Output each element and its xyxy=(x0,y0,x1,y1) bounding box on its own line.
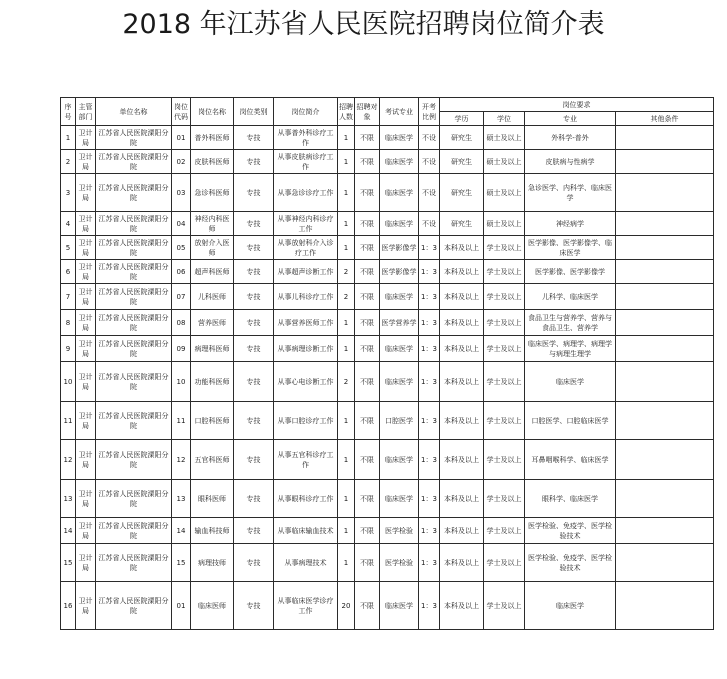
cell-position-name: 临床医师 xyxy=(191,582,234,630)
header-dept: 主管部门 xyxy=(76,98,96,126)
cell-ratio: 1：3 xyxy=(419,518,440,544)
cell-other xyxy=(616,236,714,260)
cell-code: 09 xyxy=(172,336,191,362)
cell-code: 03 xyxy=(172,174,191,212)
cell-code: 11 xyxy=(172,402,191,440)
cell-unit: 江苏省人民医院溧阳分院 xyxy=(96,544,172,582)
recruitment-table xyxy=(60,97,714,630)
cell-education: 研究生 xyxy=(440,150,484,174)
cell-exam: 医学检验 xyxy=(380,518,419,544)
cell-dept: 卫计局 xyxy=(76,284,96,310)
cell-dept: 卫计局 xyxy=(76,126,96,150)
cell-seq: 14 xyxy=(61,518,76,544)
cell-count: 1 xyxy=(338,402,355,440)
header-position-desc: 岗位简介 xyxy=(274,98,338,126)
cell-dept: 卫计局 xyxy=(76,518,96,544)
cell-position-desc: 从事儿科诊疗工作 xyxy=(274,284,338,310)
cell-major: 医学影像、医学影像学、临床医学 xyxy=(525,236,616,260)
cell-dept: 卫计局 xyxy=(76,174,96,212)
cell-dept: 卫计局 xyxy=(76,236,96,260)
cell-other xyxy=(616,126,714,150)
header-degree: 学位 xyxy=(484,112,525,126)
cell-ratio: 1：3 xyxy=(419,336,440,362)
cell-exam: 临床医学 xyxy=(380,440,419,480)
cell-code: 14 xyxy=(172,518,191,544)
cell-target: 不限 xyxy=(355,150,380,174)
cell-major: 皮肤病与性病学 xyxy=(525,150,616,174)
cell-count: 2 xyxy=(338,284,355,310)
cell-target: 不限 xyxy=(355,284,380,310)
cell-target: 不限 xyxy=(355,402,380,440)
cell-target: 不限 xyxy=(355,260,380,284)
cell-code: 01 xyxy=(172,126,191,150)
cell-dept: 卫计局 xyxy=(76,440,96,480)
cell-education: 本科及以上 xyxy=(440,440,484,480)
cell-ratio: 不设 xyxy=(419,126,440,150)
cell-position-name: 儿科医师 xyxy=(191,284,234,310)
cell-count: 1 xyxy=(338,236,355,260)
cell-position-name: 病理技师 xyxy=(191,544,234,582)
page-title: 2018 年江苏省人民医院招聘岗位简介表 xyxy=(122,9,605,40)
cell-count: 1 xyxy=(338,480,355,518)
cell-degree: 学士及以上 xyxy=(484,310,525,336)
cell-count: 1 xyxy=(338,126,355,150)
cell-unit: 江苏省人民医院溧阳分院 xyxy=(96,236,172,260)
cell-major: 临床医学 xyxy=(525,582,616,630)
cell-unit: 江苏省人民医院溧阳分院 xyxy=(96,480,172,518)
cell-education: 本科及以上 xyxy=(440,310,484,336)
cell-seq: 13 xyxy=(61,480,76,518)
cell-dept: 卫计局 xyxy=(76,480,96,518)
cell-major: 临床医学 xyxy=(525,362,616,402)
cell-major: 医学检验、免疫学、医学检验技术 xyxy=(525,518,616,544)
cell-seq: 9 xyxy=(61,336,76,362)
cell-ratio: 1：3 xyxy=(419,284,440,310)
cell-other xyxy=(616,480,714,518)
cell-dept: 卫计局 xyxy=(76,150,96,174)
cell-code: 01 xyxy=(172,582,191,630)
table-row xyxy=(61,544,714,582)
cell-other xyxy=(616,284,714,310)
cell-dept: 卫计局 xyxy=(76,402,96,440)
header-exam: 考试专业 xyxy=(380,98,419,126)
cell-exam: 医学检验 xyxy=(380,544,419,582)
cell-code: 07 xyxy=(172,284,191,310)
cell-target: 不限 xyxy=(355,310,380,336)
cell-exam: 临床医学 xyxy=(380,212,419,236)
cell-code: 13 xyxy=(172,480,191,518)
cell-degree: 学士及以上 xyxy=(484,362,525,402)
cell-position-name: 皮肤科医师 xyxy=(191,150,234,174)
cell-code: 02 xyxy=(172,150,191,174)
cell-other xyxy=(616,440,714,480)
cell-position-name: 急诊科医师 xyxy=(191,174,234,212)
cell-position-desc: 从事皮肤病诊疗工作 xyxy=(274,150,338,174)
cell-unit: 江苏省人民医院溧阳分院 xyxy=(96,126,172,150)
cell-target: 不限 xyxy=(355,212,380,236)
cell-position-type: 专技 xyxy=(234,150,274,174)
cell-education: 本科及以上 xyxy=(440,582,484,630)
cell-unit: 江苏省人民医院溧阳分院 xyxy=(96,150,172,174)
cell-major: 眼科学、临床医学 xyxy=(525,480,616,518)
cell-position-type: 专技 xyxy=(234,260,274,284)
cell-dept: 卫计局 xyxy=(76,212,96,236)
cell-dept: 卫计局 xyxy=(76,544,96,582)
cell-position-name: 输血科技师 xyxy=(191,518,234,544)
cell-position-name: 普外科医师 xyxy=(191,126,234,150)
cell-position-name: 功能科医师 xyxy=(191,362,234,402)
cell-position-desc: 从事神经内科诊疗工作 xyxy=(274,212,338,236)
cell-unit: 江苏省人民医院溧阳分院 xyxy=(96,260,172,284)
table-row xyxy=(61,336,714,362)
cell-position-desc: 从事口腔诊疗工作 xyxy=(274,402,338,440)
cell-position-name: 口腔科医师 xyxy=(191,402,234,440)
cell-position-type: 专技 xyxy=(234,544,274,582)
cell-count: 1 xyxy=(338,150,355,174)
cell-position-desc: 从事临床输血技术 xyxy=(274,518,338,544)
header-position-type: 岗位类别 xyxy=(234,98,274,126)
cell-code: 04 xyxy=(172,212,191,236)
cell-target: 不限 xyxy=(355,440,380,480)
cell-ratio: 1：3 xyxy=(419,402,440,440)
cell-position-desc: 从事五官科诊疗工作 xyxy=(274,440,338,480)
cell-position-desc: 从事营养医师工作 xyxy=(274,310,338,336)
cell-exam: 临床医学 xyxy=(380,336,419,362)
cell-degree: 学士及以上 xyxy=(484,284,525,310)
cell-degree: 学士及以上 xyxy=(484,582,525,630)
cell-position-desc: 从事临床医学诊疗工作 xyxy=(274,582,338,630)
table-row xyxy=(61,260,714,284)
cell-code: 10 xyxy=(172,362,191,402)
table-row xyxy=(61,518,714,544)
cell-position-name: 眼科医师 xyxy=(191,480,234,518)
cell-code: 12 xyxy=(172,440,191,480)
cell-ratio: 不设 xyxy=(419,150,440,174)
table-row xyxy=(61,440,714,480)
cell-position-type: 专技 xyxy=(234,236,274,260)
cell-education: 本科及以上 xyxy=(440,480,484,518)
cell-seq: 16 xyxy=(61,582,76,630)
cell-code: 08 xyxy=(172,310,191,336)
cell-position-name: 超声科医师 xyxy=(191,260,234,284)
cell-education: 本科及以上 xyxy=(440,518,484,544)
cell-count: 1 xyxy=(338,544,355,582)
cell-degree: 学士及以上 xyxy=(484,480,525,518)
cell-seq: 8 xyxy=(61,310,76,336)
cell-exam: 口腔医学 xyxy=(380,402,419,440)
cell-major: 耳鼻咽喉科学、临床医学 xyxy=(525,440,616,480)
cell-count: 1 xyxy=(338,212,355,236)
table-row xyxy=(61,236,714,260)
cell-ratio: 1：3 xyxy=(419,236,440,260)
cell-exam: 临床医学 xyxy=(380,362,419,402)
cell-exam: 临床医学 xyxy=(380,150,419,174)
cell-ratio: 1：3 xyxy=(419,582,440,630)
cell-dept: 卫计局 xyxy=(76,362,96,402)
cell-other xyxy=(616,544,714,582)
cell-position-name: 神经内科医师 xyxy=(191,212,234,236)
cell-code: 05 xyxy=(172,236,191,260)
cell-seq: 6 xyxy=(61,260,76,284)
cell-degree: 学士及以上 xyxy=(484,402,525,440)
cell-position-type: 专技 xyxy=(234,284,274,310)
cell-major: 食品卫生与营养学、营养与食品卫生、营养学 xyxy=(525,310,616,336)
cell-target: 不限 xyxy=(355,582,380,630)
cell-count: 2 xyxy=(338,260,355,284)
cell-ratio: 1：3 xyxy=(419,440,440,480)
cell-dept: 卫计局 xyxy=(76,310,96,336)
cell-unit: 江苏省人民医院溧阳分院 xyxy=(96,212,172,236)
cell-position-desc: 从事病理技术 xyxy=(274,544,338,582)
cell-dept: 卫计局 xyxy=(76,336,96,362)
cell-ratio: 1：3 xyxy=(419,260,440,284)
cell-education: 本科及以上 xyxy=(440,260,484,284)
header-count: 招聘人数 xyxy=(338,98,355,126)
cell-seq: 1 xyxy=(61,126,76,150)
cell-dept: 卫计局 xyxy=(76,260,96,284)
cell-other xyxy=(616,336,714,362)
cell-position-name: 营养医师 xyxy=(191,310,234,336)
cell-target: 不限 xyxy=(355,518,380,544)
cell-position-desc: 从事放射科介入诊疗工作 xyxy=(274,236,338,260)
cell-count: 1 xyxy=(338,336,355,362)
header-position-name: 岗位名称 xyxy=(191,98,234,126)
table-row xyxy=(61,362,714,402)
cell-unit: 江苏省人民医院溧阳分院 xyxy=(96,582,172,630)
cell-degree: 硕士及以上 xyxy=(484,150,525,174)
cell-position-type: 专技 xyxy=(234,402,274,440)
cell-position-type: 专技 xyxy=(234,518,274,544)
cell-target: 不限 xyxy=(355,336,380,362)
cell-exam: 临床医学 xyxy=(380,582,419,630)
header-code: 岗位代码 xyxy=(172,98,191,126)
cell-ratio: 1：3 xyxy=(419,480,440,518)
cell-other xyxy=(616,310,714,336)
cell-target: 不限 xyxy=(355,362,380,402)
cell-count: 1 xyxy=(338,174,355,212)
cell-education: 研究生 xyxy=(440,174,484,212)
cell-unit: 江苏省人民医院溧阳分院 xyxy=(96,402,172,440)
cell-education: 本科及以上 xyxy=(440,236,484,260)
header-seq: 序号 xyxy=(61,98,76,126)
cell-education: 本科及以上 xyxy=(440,402,484,440)
cell-position-desc: 从事急诊诊疗工作 xyxy=(274,174,338,212)
table-row xyxy=(61,284,714,310)
cell-unit: 江苏省人民医院溧阳分院 xyxy=(96,518,172,544)
cell-exam: 临床医学 xyxy=(380,126,419,150)
cell-count: 1 xyxy=(338,518,355,544)
header-education: 学历 xyxy=(440,112,484,126)
cell-major: 口腔医学、口腔临床医学 xyxy=(525,402,616,440)
cell-degree: 学士及以上 xyxy=(484,260,525,284)
cell-ratio: 1：3 xyxy=(419,362,440,402)
cell-position-desc: 从事超声诊断工作 xyxy=(274,260,338,284)
cell-other xyxy=(616,212,714,236)
cell-ratio: 1：3 xyxy=(419,310,440,336)
cell-education: 本科及以上 xyxy=(440,336,484,362)
cell-position-type: 专技 xyxy=(234,582,274,630)
table-row xyxy=(61,310,714,336)
cell-degree: 学士及以上 xyxy=(484,440,525,480)
cell-seq: 5 xyxy=(61,236,76,260)
cell-degree: 硕士及以上 xyxy=(484,126,525,150)
cell-education: 本科及以上 xyxy=(440,284,484,310)
cell-unit: 江苏省人民医院溧阳分院 xyxy=(96,310,172,336)
cell-position-name: 病理科医师 xyxy=(191,336,234,362)
header-unit: 单位名称 xyxy=(96,98,172,126)
cell-exam: 临床医学 xyxy=(380,174,419,212)
cell-unit: 江苏省人民医院溧阳分院 xyxy=(96,174,172,212)
cell-education: 研究生 xyxy=(440,126,484,150)
cell-major: 临床医学、病理学、病理学与病理生理学 xyxy=(525,336,616,362)
cell-exam: 医学营养学 xyxy=(380,310,419,336)
cell-position-type: 专技 xyxy=(234,212,274,236)
table-row xyxy=(61,480,714,518)
cell-exam: 医学影像学 xyxy=(380,260,419,284)
cell-other xyxy=(616,402,714,440)
cell-position-type: 专技 xyxy=(234,310,274,336)
table-row xyxy=(61,126,714,150)
cell-major: 外科学-普外 xyxy=(525,126,616,150)
header-requirements: 岗位要求 xyxy=(440,98,714,112)
cell-exam: 临床医学 xyxy=(380,284,419,310)
cell-degree: 学士及以上 xyxy=(484,518,525,544)
cell-code: 06 xyxy=(172,260,191,284)
cell-position-name: 放射介入医师 xyxy=(191,236,234,260)
cell-other xyxy=(616,518,714,544)
cell-unit: 江苏省人民医院溧阳分院 xyxy=(96,284,172,310)
cell-degree: 硕士及以上 xyxy=(484,174,525,212)
cell-count: 1 xyxy=(338,310,355,336)
cell-position-type: 专技 xyxy=(234,362,274,402)
cell-major: 神经病学 xyxy=(525,212,616,236)
cell-major: 急诊医学、内科学、临床医学 xyxy=(525,174,616,212)
table-row xyxy=(61,582,714,630)
cell-target: 不限 xyxy=(355,544,380,582)
cell-seq: 3 xyxy=(61,174,76,212)
cell-position-desc: 从事普外科诊疗工作 xyxy=(274,126,338,150)
cell-ratio: 1：3 xyxy=(419,544,440,582)
cell-ratio: 不设 xyxy=(419,212,440,236)
cell-other xyxy=(616,174,714,212)
cell-other xyxy=(616,260,714,284)
cell-ratio: 不设 xyxy=(419,174,440,212)
cell-position-type: 专技 xyxy=(234,440,274,480)
cell-other xyxy=(616,150,714,174)
cell-education: 本科及以上 xyxy=(440,544,484,582)
cell-seq: 4 xyxy=(61,212,76,236)
cell-position-type: 专技 xyxy=(234,126,274,150)
cell-seq: 10 xyxy=(61,362,76,402)
cell-unit: 江苏省人民医院溧阳分院 xyxy=(96,440,172,480)
cell-unit: 江苏省人民医院溧阳分院 xyxy=(96,336,172,362)
cell-seq: 12 xyxy=(61,440,76,480)
cell-target: 不限 xyxy=(355,480,380,518)
cell-position-name: 五官科医师 xyxy=(191,440,234,480)
cell-position-type: 专技 xyxy=(234,480,274,518)
cell-target: 不限 xyxy=(355,126,380,150)
table-row xyxy=(61,150,714,174)
cell-degree: 学士及以上 xyxy=(484,236,525,260)
cell-education: 研究生 xyxy=(440,212,484,236)
cell-other xyxy=(616,582,714,630)
cell-position-type: 专技 xyxy=(234,174,274,212)
cell-degree: 学士及以上 xyxy=(484,544,525,582)
cell-unit: 江苏省人民医院溧阳分院 xyxy=(96,362,172,402)
header-target: 招聘对象 xyxy=(355,98,380,126)
table-row xyxy=(61,402,714,440)
cell-other xyxy=(616,362,714,402)
cell-target: 不限 xyxy=(355,236,380,260)
cell-code: 15 xyxy=(172,544,191,582)
header-major: 专业 xyxy=(525,112,616,126)
header-row-1 xyxy=(61,98,714,112)
cell-position-desc: 从事眼科诊疗工作 xyxy=(274,480,338,518)
header-ratio: 开考比例 xyxy=(419,98,440,126)
table-row xyxy=(61,174,714,212)
cell-exam: 临床医学 xyxy=(380,480,419,518)
cell-count: 1 xyxy=(338,440,355,480)
cell-count: 2 xyxy=(338,362,355,402)
cell-position-type: 专技 xyxy=(234,336,274,362)
cell-education: 本科及以上 xyxy=(440,362,484,402)
cell-count: 20 xyxy=(338,582,355,630)
cell-major: 医学检验、免疫学、医学检验技术 xyxy=(525,544,616,582)
cell-target: 不限 xyxy=(355,174,380,212)
cell-degree: 硕士及以上 xyxy=(484,212,525,236)
cell-seq: 2 xyxy=(61,150,76,174)
cell-major: 儿科学、临床医学 xyxy=(525,284,616,310)
cell-seq: 11 xyxy=(61,402,76,440)
cell-seq: 7 xyxy=(61,284,76,310)
cell-seq: 15 xyxy=(61,544,76,582)
table-row xyxy=(61,212,714,236)
cell-degree: 学士及以上 xyxy=(484,336,525,362)
header-other: 其他条件 xyxy=(616,112,714,126)
cell-position-desc: 从事病理诊断工作 xyxy=(274,336,338,362)
cell-dept: 卫计局 xyxy=(76,582,96,630)
cell-exam: 医学影像学 xyxy=(380,236,419,260)
cell-major: 医学影像、医学影像学 xyxy=(525,260,616,284)
cell-position-desc: 从事心电诊断工作 xyxy=(274,362,338,402)
